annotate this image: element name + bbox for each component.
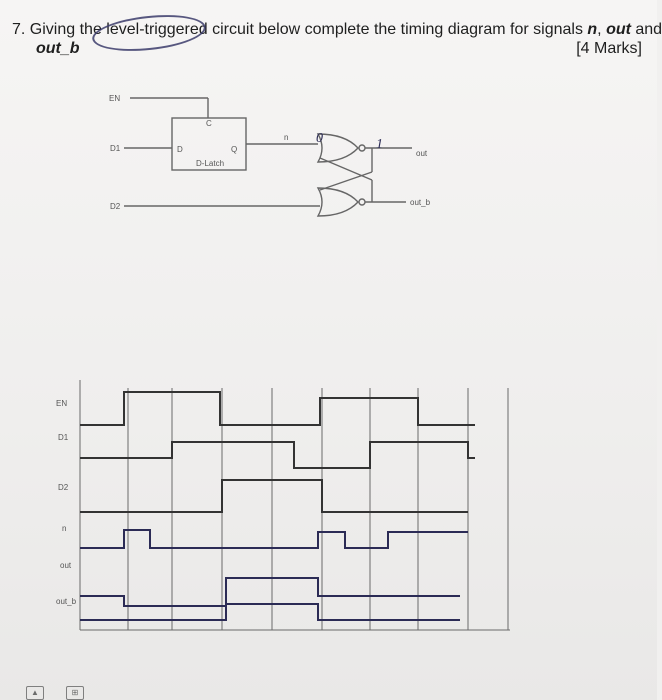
question-marks: [4 Marks] — [576, 40, 642, 57]
d1-circuit-label: D1 — [110, 144, 121, 153]
en-circuit-label: EN — [109, 94, 121, 103]
signal-out-text: out — [606, 21, 631, 38]
crop-icon[interactable]: ⊞ — [66, 686, 84, 700]
circuit-diagram — [0, 0, 657, 260]
timing-label-en: EN — [56, 399, 68, 408]
signal-n-text: n — [587, 21, 598, 38]
nor-gate-1 — [318, 134, 358, 162]
question-text: Giving the level-triggered circuit below complete the timing diagram for signals — [29, 21, 588, 38]
question-comma: , — [597, 21, 607, 38]
timing-label-n: n — [62, 524, 67, 533]
timing-label-out: out — [60, 561, 72, 570]
out-circuit-label: out — [416, 149, 428, 158]
circuit-labels — [109, 94, 431, 211]
latch-q-label: Q — [231, 145, 238, 154]
timing-label-out-b: out_b — [56, 597, 77, 606]
d2-circuit-label: D2 — [110, 202, 121, 211]
question-and: and — [630, 21, 662, 38]
image-icon[interactable]: ▲ — [26, 686, 44, 700]
out-b-circuit-label: out_b — [410, 198, 431, 207]
latch-c-label: C — [206, 119, 212, 128]
n-circuit-label: n — [284, 133, 289, 142]
latch-name-label: D-Latch — [196, 159, 225, 168]
latch-d-label: D — [177, 145, 183, 154]
bottom-toolbar — [0, 684, 657, 700]
fb-cross-b — [320, 158, 372, 180]
nor-gate-1-bubble — [359, 145, 365, 151]
handwritten-one: 1 — [376, 137, 383, 152]
nor-gate-2-bubble — [359, 199, 365, 205]
fb-cross-a — [320, 172, 372, 190]
question-number: 7. — [12, 21, 26, 38]
signal-out-b-text: out_b — [36, 40, 80, 57]
timing-label-d1: D1 — [58, 433, 69, 442]
nor-gate-2 — [318, 188, 358, 216]
handwritten-zero: 0 — [316, 131, 323, 146]
timing-label-d2: D2 — [58, 483, 69, 492]
